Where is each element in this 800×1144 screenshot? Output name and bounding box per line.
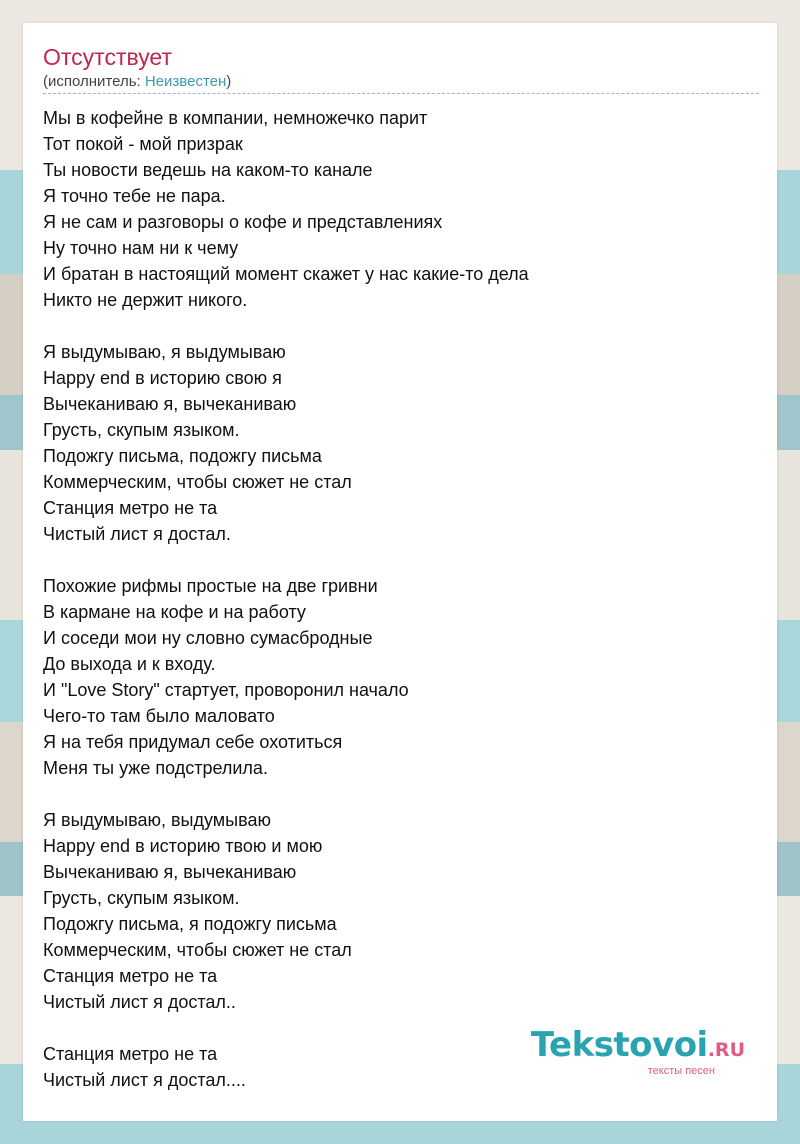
lyric-line: Я точно тебе не пара. — [43, 186, 226, 206]
song-title: Отсутствует — [43, 44, 172, 70]
lyric-line: В кармане на кофе и на работу — [43, 602, 306, 622]
lyric-line: Подожгу письма, я подожгу письма — [43, 914, 337, 934]
stanza — [43, 1041, 529, 1093]
logo-tagline: тексты песен — [647, 1065, 715, 1077]
lyric-line: Грусть, скупым языком. — [43, 420, 240, 440]
lyric-line: Чистый лист я достал.. — [43, 992, 236, 1012]
logo-wordmark — [530, 1025, 745, 1067]
lyric-line: До выхода и к входу. — [43, 654, 216, 674]
lyric-line: Похожие рифмы простые на две гривни — [43, 576, 378, 596]
site-logo[interactable] — [530, 1025, 745, 1077]
stanza — [43, 339, 529, 547]
lyric-line: Я не сам и разговоры о кофе и представлениях — [43, 212, 443, 232]
lyric-line: Ну точно нам ни к чему — [43, 238, 239, 258]
lyric-line: Ты новости ведешь на каком-то канале — [43, 160, 373, 180]
lyric-line: Никто не держит никого. — [43, 290, 248, 310]
artist-link[interactable]: Неизвестен — [144, 73, 227, 90]
lyric-line: Я выдумываю, я выдумываю — [43, 342, 286, 362]
lyric-line: И "Love Story" стартует, проворонил начало — [43, 680, 409, 700]
lyric-line: Грусть, скупым языком. — [43, 888, 240, 908]
artist-line — [43, 73, 231, 91]
artist-prefix: (исполнитель: — [43, 73, 145, 90]
lyric-line: И братан в настоящий момент скажет у нас какие-то дела — [43, 264, 529, 284]
lyric-line: Чего-то там было маловато — [43, 706, 275, 726]
lyric-line: Коммерческим, чтобы сюжет не стал — [43, 940, 352, 960]
lyric-line: Вычеканиваю я, вычеканиваю — [43, 862, 297, 882]
lyric-line: Станция метро не та — [43, 498, 218, 518]
stanza — [43, 105, 529, 313]
lyric-line: Я выдумываю, выдумываю — [43, 810, 271, 830]
lyrics-body — [43, 105, 529, 1093]
lyrics-card — [23, 23, 777, 1121]
lyric-line: Чистый лист я достал. — [43, 524, 231, 544]
stanza — [43, 807, 529, 1015]
lyric-line: И соседи мои ну словно сумасбродные — [43, 628, 373, 648]
lyric-line: Happy end в историю свою я — [43, 368, 282, 388]
lyric-line: Happy end в историю твою и мою — [43, 836, 323, 856]
lyric-line: Станция метро не та — [43, 1044, 218, 1064]
artist-suffix: ) — [226, 73, 232, 90]
lyric-line: Меня ты уже подстрелила. — [43, 758, 268, 778]
lyric-line: Я на тебя придумал себе охотиться — [43, 732, 343, 752]
logo-tld: .RU — [707, 1039, 745, 1061]
title-divider — [43, 93, 759, 94]
lyric-line: Коммерческим, чтобы сюжет не стал — [43, 472, 352, 492]
lyric-line: Вычеканиваю я, вычеканиваю — [43, 394, 297, 414]
lyric-line: Станция метро не та — [43, 966, 218, 986]
logo-name: Tekstovoi — [530, 1025, 708, 1065]
stanza — [43, 573, 529, 781]
lyric-line: Тот покой - мой призрак — [43, 134, 243, 154]
lyric-line: Мы в кофейне в компании, немножечко парит — [43, 108, 428, 128]
lyric-line: Чистый лист я достал.... — [43, 1070, 246, 1090]
lyric-line: Подожгу письма, подожгу письма — [43, 446, 322, 466]
